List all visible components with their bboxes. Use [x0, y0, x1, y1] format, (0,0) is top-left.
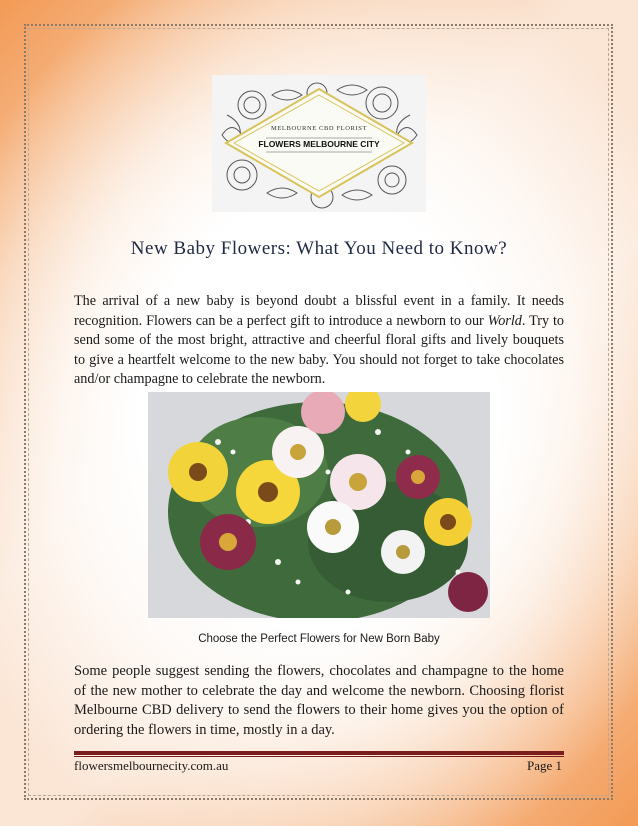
intro-paragraph: [74, 292, 564, 390]
footer-divider: [74, 751, 564, 755]
photo-caption: Choose the Perfect Flowers for New Born Baby: [198, 633, 440, 645]
intro-paragraph-text-end: . Try to send some of the most bright, attractive and cheerful floral gifts and lively bouquets to give a heartfelt welcome to the new baby. You should not forget to take chocolates and/or champagne to celebrate the newborn.: [74, 312, 565, 387]
second-paragraph: Some people suggest sending the flowers, chocolates and champagne to the home of the new mother to celebrate the day and welcome the newborn. Choosing florist Melbourne CBD delivery to send the flowers to their home gives you the option of ordering the flowers in time, mostly in a day.: [74, 663, 564, 738]
page-title: New Baby Flowers: What You Need to Know?: [130, 238, 508, 259]
logo: [212, 75, 426, 212]
page-number: Page 1: [526, 758, 562, 773]
logo-main-text: FLOWERS MELBOURNE CITY: [258, 139, 380, 149]
emphasis-world: World: [487, 312, 522, 329]
footer-divider-thin: [74, 756, 564, 757]
logo-top-text: MELBOURNE CBD FLORIST: [270, 125, 368, 132]
intro-paragraph-text: The arrival of a new baby is beyond doubt a blissful event in a family. It needs recognition. Flowers can be a perfect gift to introduce a newborn to our: [74, 293, 564, 329]
flower-bouquet-photo: [148, 392, 490, 618]
footer-site: flowersmelbournecity.com.au: [74, 758, 229, 773]
